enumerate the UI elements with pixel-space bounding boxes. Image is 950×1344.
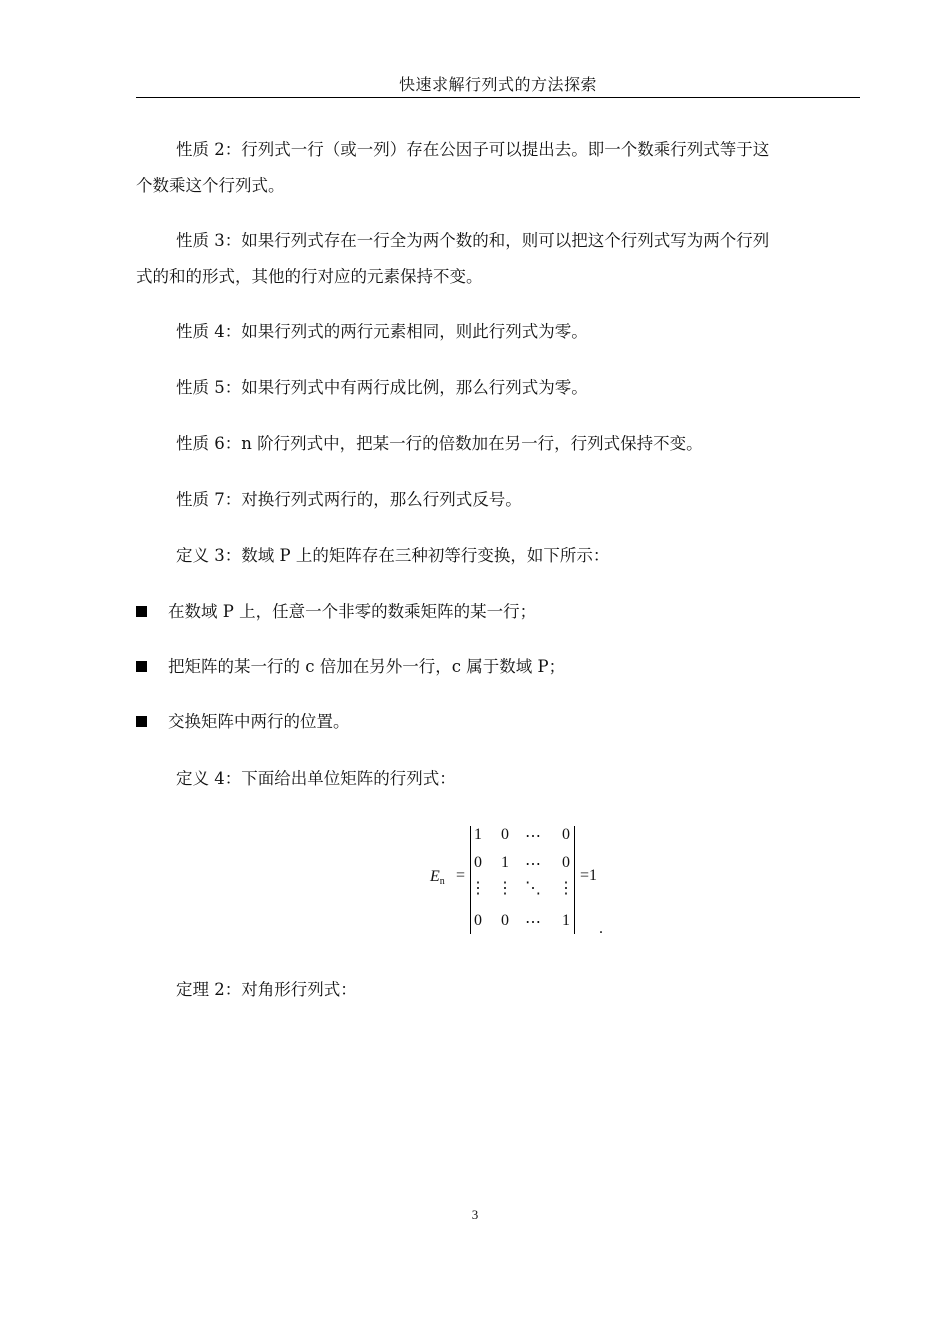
matrix-cell: 1 bbox=[501, 854, 509, 871]
bullet-item bbox=[136, 652, 860, 682]
header-rule bbox=[136, 97, 860, 98]
matrix-cell: 0 bbox=[562, 854, 570, 871]
paragraph-line: 定义 4：下面给出单位矩阵的行列式： bbox=[176, 769, 456, 788]
running-header: 快速求解行列式的方法探索 bbox=[398, 75, 597, 94]
bullet-text: 把矩阵的某一行的 c 倍加在另外一行，c 属于数域 P； bbox=[168, 657, 566, 676]
formula-lhs-symbol: E bbox=[430, 868, 440, 885]
property-6-paragraph bbox=[136, 426, 860, 462]
bullet-text: 交换矩阵中两行的位置。 bbox=[168, 712, 350, 731]
page-number: 3 bbox=[471, 1207, 479, 1222]
bullet-item bbox=[136, 707, 860, 737]
square-bullet-icon bbox=[136, 661, 147, 672]
matrix-cell: ⋱ bbox=[525, 880, 541, 897]
matrix-cell: ⋯ bbox=[525, 856, 541, 873]
formula-lhs-subscript: n bbox=[439, 876, 445, 887]
formula-equals-sign: = bbox=[456, 867, 466, 884]
matrix-cell: 0 bbox=[474, 854, 482, 871]
property-5-paragraph bbox=[136, 370, 860, 406]
formula-rhs: =1 bbox=[580, 867, 598, 884]
determinant-right-bar bbox=[574, 826, 575, 934]
paragraph-line: 性质 6：n 阶行列式中，把某一行的倍数加在另一行，行列式保持不变。 bbox=[176, 434, 703, 453]
paragraph-line: 定理 2：对角形行列式： bbox=[176, 980, 357, 999]
formula-lhs bbox=[430, 868, 445, 887]
paragraph-line: 性质 7：对换行列式两行的，那么行列式反号。 bbox=[176, 490, 522, 509]
matrix-cell: 1 bbox=[562, 912, 570, 929]
matrix-cell: ⋯ bbox=[525, 914, 541, 931]
square-bullet-icon bbox=[136, 606, 147, 617]
paragraph-line: 性质 4：如果行列式的两行元素相同，则此行列式为零。 bbox=[176, 322, 588, 341]
paragraph-line: 个数乘这个行列式。 bbox=[136, 176, 285, 195]
definition-4-paragraph bbox=[136, 761, 860, 797]
paragraph-line: 性质 2：行列式一行（或一列）存在公因子可以提出去。即一个数乘行列式等于这 bbox=[176, 140, 770, 159]
theorem-2-paragraph bbox=[136, 972, 860, 1008]
bullet-text: 在数域 P 上，任意一个非零的数乘矩阵的某一行； bbox=[168, 602, 537, 621]
matrix-cell: 0 bbox=[562, 826, 570, 843]
matrix-cell: 0 bbox=[474, 912, 482, 929]
matrix-cell: 0 bbox=[501, 826, 509, 843]
paragraph-line: 定义 3：数域 P 上的矩阵存在三种初等行变换，如下所示： bbox=[176, 546, 610, 565]
matrix-cell: ⋮ bbox=[497, 880, 513, 897]
property-7-paragraph bbox=[136, 482, 860, 518]
identity-determinant-formula bbox=[428, 820, 628, 940]
property-2-paragraph bbox=[136, 132, 860, 204]
paragraph-line: 式的和的形式，其他的行对应的元素保持不变。 bbox=[136, 267, 483, 286]
property-3-paragraph bbox=[136, 223, 860, 295]
square-bullet-icon bbox=[136, 716, 147, 727]
matrix-cell: 0 bbox=[501, 912, 509, 929]
formula-trailing-period: . bbox=[599, 920, 603, 937]
definition-3-paragraph bbox=[136, 538, 860, 574]
matrix-cell: ⋮ bbox=[470, 880, 486, 897]
property-4-paragraph bbox=[136, 314, 860, 350]
paragraph-line: 性质 3：如果行列式存在一行全为两个数的和，则可以把这个行列式写为两个行列 bbox=[176, 231, 770, 250]
matrix-cell: ⋯ bbox=[525, 828, 541, 845]
matrix-cell: 1 bbox=[474, 826, 482, 843]
bullet-item bbox=[136, 597, 860, 627]
matrix-cell: ⋮ bbox=[558, 880, 574, 897]
paragraph-line: 性质 5：如果行列式中有两行成比例，那么行列式为零。 bbox=[176, 378, 588, 397]
